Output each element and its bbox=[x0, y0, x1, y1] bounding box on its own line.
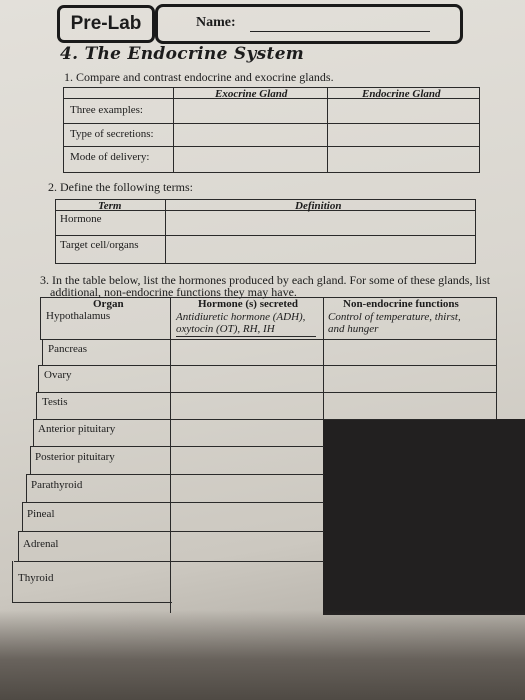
q2-header-term: Term bbox=[98, 200, 122, 212]
q1-row-type-of-secretions: Type of secretions: bbox=[70, 128, 154, 140]
q3-prompt-line2: additional, non-endocrine functions they may have. bbox=[50, 285, 297, 299]
q1-header-exocrine: Exocrine Gland bbox=[215, 88, 288, 100]
name-field-box[interactable] bbox=[155, 4, 463, 44]
q2-prompt: 2. Define the following terms: bbox=[48, 180, 193, 194]
q3-organ-adrenal: Adrenal bbox=[23, 538, 59, 550]
q3-prompt-line1: 3. In the table below, list the hormones produced by each gland. For some of these glands, list bbox=[40, 273, 491, 287]
q3-shaded-region bbox=[323, 419, 525, 615]
q3-hypothalamus-hormones-line2: oxytocin (OT), RH, IH bbox=[176, 323, 275, 335]
q1-row-three-examples: Three examples: bbox=[70, 104, 143, 116]
q3-header-hormones: Hormone (s) secreted bbox=[198, 298, 298, 310]
q3-organ-pineal: Pineal bbox=[27, 508, 55, 520]
q3-organ-anterior-pituitary: Anterior pituitary bbox=[38, 423, 116, 435]
name-label: Name: bbox=[196, 15, 236, 30]
q3-hypothalamus-functions-line1: Control of temperature, thirst, bbox=[328, 311, 461, 323]
q1-header-endocrine: Endocrine Gland bbox=[362, 88, 441, 100]
section-title: 4. The Endocrine System bbox=[60, 44, 305, 64]
name-underline[interactable] bbox=[250, 31, 430, 32]
q3-organ-hypothalamus: Hypothalamus bbox=[46, 310, 111, 322]
q1-row-mode-of-delivery: Mode of delivery: bbox=[70, 151, 150, 163]
page-shadow bbox=[0, 610, 525, 700]
q3-hypothalamus-hormones-line1: Antidiuretic hormone (ADH), bbox=[176, 311, 306, 323]
q3-hypothalamus-functions-line2: and hunger bbox=[328, 323, 379, 335]
q3-organ-thyroid: Thyroid bbox=[18, 572, 54, 584]
q2-header-definition: Definition bbox=[295, 200, 342, 212]
q3-organ-ovary: Ovary bbox=[44, 369, 72, 381]
q2-row-target-cell: Target cell/organs bbox=[60, 239, 139, 251]
q2-row-hormone: Hormone bbox=[60, 213, 102, 225]
q3-header-functions: Non-endocrine functions bbox=[343, 298, 459, 310]
q3-organ-parathyroid: Parathyroid bbox=[31, 479, 83, 491]
q3-header-organ: Organ bbox=[93, 298, 124, 310]
q3-organ-posterior-pituitary: Posterior pituitary bbox=[35, 451, 115, 463]
q3-organ-testis: Testis bbox=[42, 396, 68, 408]
prelab-badge: Pre-Lab bbox=[57, 5, 155, 43]
q3-organ-pancreas: Pancreas bbox=[48, 343, 88, 355]
q1-prompt: 1. Compare and contrast endocrine and exocrine glands. bbox=[64, 70, 334, 84]
